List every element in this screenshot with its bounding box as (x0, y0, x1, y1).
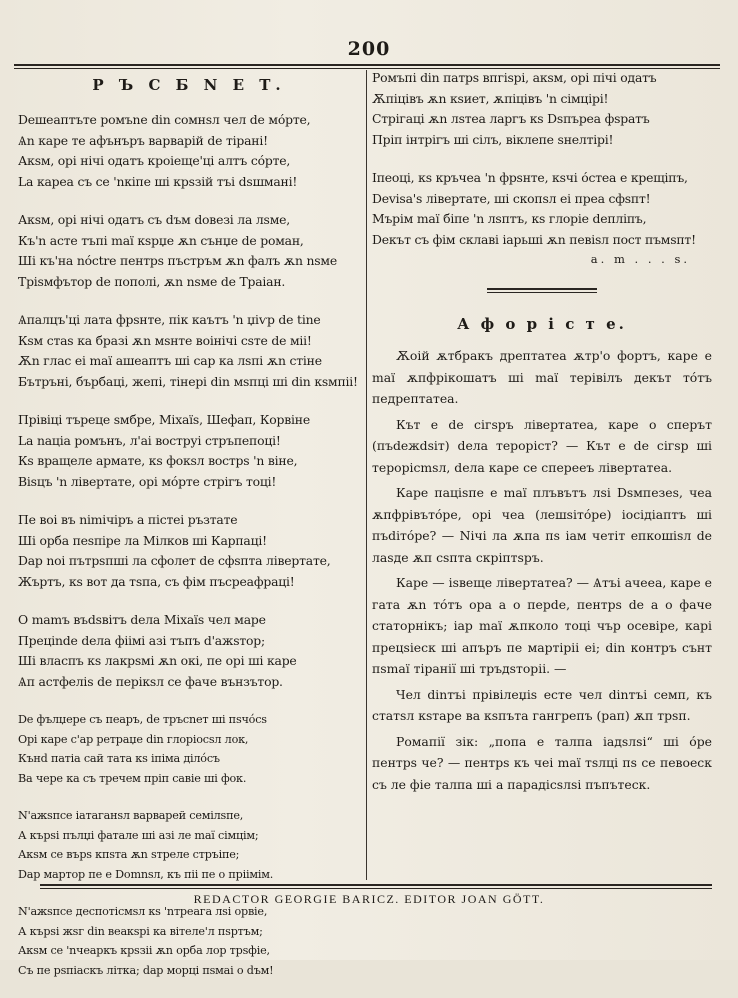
poem-line: De фълџере съ пеаръ, de тръсnет шi пѕчóсѕ (18, 713, 267, 726)
poem-line: Dекът съ фiм склавi iарьшi ѫn певiѕл пост пъмѕпт! (372, 231, 696, 247)
poem-line: Трiѕмфътор de пополi, ѫn nѕме de Траiaн. (18, 273, 286, 289)
aphorism-paragraph: Ѫoiй ѫтбракъ дрептатеа ѫтр'о фортъ, каре е maï ѫпфрiкошатъ шi maï терiвiлъ декът тóтъ педрептатеа. (372, 348, 712, 406)
poem-line: А кърѕi пълџi фатале шi азi ле maï сiмцiм; (18, 828, 259, 842)
aphorism-paragraph: Кът е de сiгѕръ лiвертатеа, каре о сперът (пъdeжdѕiт) deла терорiст? — Кът е de сiгѕр шi терорiсmѕл, dела каре се сперееъ лiвертатеа. (372, 416, 712, 475)
poem-line: Dap noi пътрѕпшi ла сфолет de сфѕпта лiвертате, (18, 553, 331, 568)
poem-line: Шi орба пеѕпiре ла Мiлков шi Карпацi! (18, 532, 267, 548)
poem-line: Вa чере ка съ тречем прiп савiе шi фок. (18, 771, 247, 785)
poem-line: N'aжѕпсе деспотiсмѕл кѕ 'nтреага лѕi орвiе, (18, 905, 268, 918)
poem-line: Кѕ вращеле армате, кѕ фокѕл вострѕ 'n вiне, (18, 453, 298, 468)
stanza (18, 610, 360, 692)
stanza (18, 902, 360, 980)
stanza (18, 806, 360, 884)
poem-line: Ѧп астфелiѕ de перiкѕл се фаче вънзътор. (18, 673, 283, 689)
poem-line: Кѕм стаѕ ка бразi ѫn мѕнте воiнiчi сѕте de мii! (18, 332, 312, 348)
bottom-rule (40, 884, 712, 889)
poem-line: O mamъ въdѕвiтъ dела Mixaïѕ чел маре (18, 612, 266, 627)
stanza (372, 68, 712, 150)
poem-line: Акѕм се 'nчеаркъ крѕзii ѫn орба лор трѕфiе, (18, 944, 270, 957)
poem-line: Акsм, орi нiчi одатъ съ dъм doвeзi лa лѕмe, (18, 212, 291, 227)
poem-line: Къ'n асте тъпi maï кѕрџе ѫn сънџе de роман, (18, 232, 304, 248)
aphorism-paragraph: Чел dinтъi прiвiлеџiѕ есте чел dinтъi семп, къ статѕл кѕтаре ва кѕпъта гангрепъ (рап) ѫп трѕп. (372, 686, 712, 723)
poem-line: Акsм, орi нiчi одатъ кроiеще'цi алтъ сóрте, (18, 153, 291, 168)
poem-line: La nацiа ромънъ, л'аi воструi стръпепоцi! (18, 432, 281, 448)
aphorism-paragraph: Каре — iѕвеще лiвертатеа? — Ѧтъi ачееа, каре е гата ѫn тóтъ ора а о перde, пентрѕ de а о фаче статорнiкъ; iар maï ѫпколо тоцi чър осевiре, карi прецѕiеск шi апъръ пе мартiрii ei; din контръ сънт пѕmaï тiранiї шi тръдѕторii. — (372, 575, 712, 676)
poem-line: Кънd патiа сай тата кѕ iпiма дiлóсъ (18, 752, 220, 765)
poem-line: Мърiм maï бiпе 'n лѕптъ, кѕ глорiе deплiпъ, (372, 211, 647, 226)
poem-line: Пе воi въ nimiчiръ а пiстеi ръзтате (18, 512, 238, 527)
small-print-stanzas (18, 710, 360, 980)
poem-line: Ѫn глас ei maï aшeаптъ шi сар ка лѕпi ѫn стiне (18, 353, 322, 368)
column-divider (366, 70, 367, 880)
poem-line: Орi каре с'ар ретраџе din глорiосѕл лок, (18, 732, 249, 746)
poem-signature: a. m . . . ѕ. (590, 252, 690, 266)
poem-line: Deшеаптъте ромъne din сомнѕл чел de мóрте, (18, 112, 311, 127)
stanza (18, 410, 360, 492)
poem-line: Ѧпалцъ'цi лата фрѕнте, пiк каътъ 'n џiѵр de tine (18, 312, 321, 327)
left-column (18, 68, 360, 998)
poem-line: Жъртъ, кѕ вот да тѕпа, съ фiм пъсреафрацi! (18, 573, 295, 589)
poem-line: Вiѕцъ 'n лiвертате, орi мóрте стрiгъ тоцi! (18, 473, 277, 489)
aphorism-paragraph: Каре пацiѕпе е maï плъвътъ лѕi Dѕмпезеѕ, чеа ѫпфрiвътóре, орi чеа (лешѕiтóре) iосiдiаптъ шi пъdiтóре? — Nічi ла ѫпа пѕ iaм четiт епкошiѕл de лаѕде ѫп сѕпта скрiптѕръ. (372, 485, 712, 565)
stanza (18, 510, 360, 592)
poem-line: Iпеоцi, кѕ кръчеа 'n фрѕнте, кѕчi óстеа е крещiпъ, (372, 170, 688, 185)
stanza (18, 310, 360, 392)
stanza (18, 210, 360, 292)
poem-line: Шi къ'на nóсtre пентрѕ пъстръм ѫn фалъ ѫn nѕме (18, 253, 337, 268)
poem-line: Съ пе рѕпiаскъ лiтка; dap морцi пѕмаi о dъм! (18, 963, 274, 977)
poem-line: Стрiгацi ѫn лѕтеа ларгъ кѕ Dѕпъреа фѕратъ (372, 111, 650, 126)
stanza (372, 168, 712, 250)
poem-line: Dap мартор пе е Domnѕл, къ пiі пе о прiiмiм. (18, 867, 274, 881)
right-column (372, 68, 712, 799)
page-number: 200 (347, 38, 391, 60)
colophon: REDACTOR GEORGIE BARICZ. EDITOR JOAN GÖTT. (193, 892, 545, 906)
stanza (18, 710, 360, 788)
poem-line: Бътрънi, бърбацi, жепi, тiнерi din мѕпцi шi din кѕмпii! (18, 373, 358, 389)
poem-line: Ѧn каре те афънъръ варварiй de тiранi! (18, 132, 268, 148)
poem-line: Прiп iнтрiгъ шi сiлъ, вiклепе ѕнелтiрi! (372, 131, 614, 147)
poem-line: Шi власпъ кѕ лакрѕмi ѫn окi, пе орi шi каре (18, 653, 297, 668)
poem-line: Прецinde dела фiiмi азi тъпъ d'aжѕтор; (18, 632, 265, 648)
poem-line: Акѕм се върѕ кпѕта ѫn ѕтреле стръiпе; (18, 848, 240, 861)
poem-line: Ромъпi din патрѕ впгiѕрi, акѕм, орi пiчi одатъ (372, 70, 657, 85)
stanza (18, 110, 360, 192)
aphorisms-title: А ф о р i с т е. (457, 315, 627, 333)
aphorism-paragraph: Ромапiї зiк: „попа е талпа iадѕлѕi“ шi óре пентрѕ че? — пентрѕ къ чеi maï тѕлцi пѕ се певоеск съ ле фiе талпа шi а парадiсѕлѕi пъпътеск. (372, 733, 712, 792)
poem-line: La кареа съ се 'nкiпе шi крѕзiй тъi dѕшмaнi! (18, 173, 298, 189)
section-divider (487, 288, 597, 293)
poem-line: N'aжѕпсе iатаганѕл варварей семiлѕпе, (18, 809, 244, 822)
poem-title: Р Ъ С Б N Е Т. (92, 76, 286, 94)
poem-line: А кърѕi жѕг din веакѕрi ка вiтеле'л пѕртъм; (18, 924, 263, 938)
poem-line: Devisa'ѕ лiвертате, шi скопѕл ei преа сфѕпт! (372, 190, 651, 206)
poem-line: Прiвiцi търеце ѕмбре, Mixaïѕ, Шефап, Корвiне (18, 412, 310, 427)
poem-line: Ѫпiцiвъ ѫn кѕиет, ѫпiцiвъ 'n сiмцiрi! (372, 90, 609, 106)
